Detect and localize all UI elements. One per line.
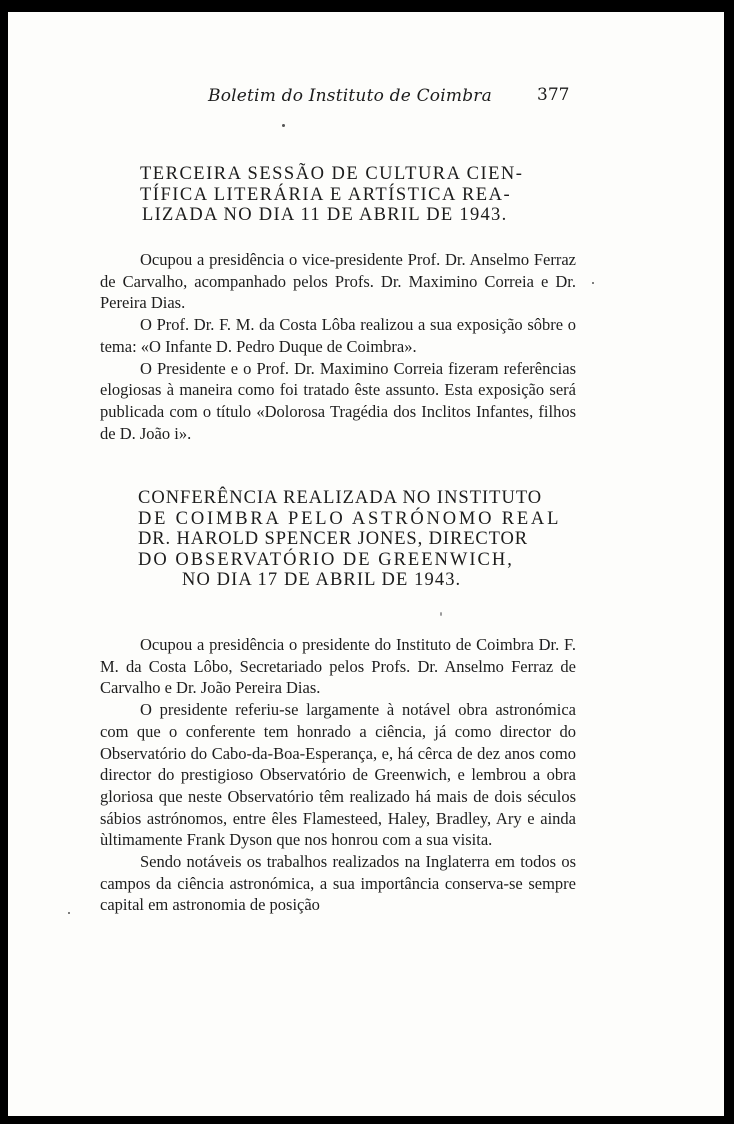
section-title-terceira-sessao [140, 164, 560, 226]
scan-speck [68, 912, 70, 914]
paragraph: O Prof. Dr. F. M. da Costa Lôba realizou a sua exposição sôbre o tema: «O Infante D. Pedro Duque de Coimbra». [100, 315, 576, 356]
page-number: 377 [537, 85, 570, 105]
scan-speck [592, 282, 594, 284]
section2-body [100, 634, 576, 916]
title-line: TÍFICA LITERÁRIA E ARTÍSTICA REA- [140, 184, 512, 205]
title-line: LIZADA NO DIA 11 DE ABRIL DE 1943. [142, 205, 508, 225]
section-title-conferencia [138, 488, 562, 591]
title-line: TERCEIRA SESSÃO DE CULTURA CIEN- [140, 164, 524, 184]
title-line: CONFERÊNCIA REALIZADA NO INSTITUTO [138, 488, 543, 508]
paragraph: Sendo notáveis os trabalhos realizados na Inglaterra em todos os campos da ciência astronómica, a sua importância conserva-se sempre capital em astronomia de posição [100, 852, 576, 915]
title-line: DR. HAROLD SPENCER JONES, DIRECTOR [138, 529, 529, 549]
title-line: DO OBSERVATÓRIO DE GREENWICH, [138, 549, 514, 570]
paragraph: Ocupou a presidência o vice-presidente Prof. Dr. Anselmo Ferraz de Carvalho, acompanhado pelos Profs. Dr. Maximino Correia e Dr. Pereira Dias. [100, 250, 576, 313]
running-title: Boletim do Instituto de Coimbra [208, 86, 492, 106]
paragraph: Ocupou a presidência o presidente do Instituto de Coimbra Dr. F. M. da Costa Lôbo, Secretariado pelos Profs. Dr. Anselmo Ferraz de Carvalho e Dr. João Pereira Dias. [100, 635, 576, 698]
paragraph: O Presidente e o Prof. Dr. Maximino Correia fizeram referências elogiosas à maneira como foi tratado êste assunto. Esta exposição será publicada com o título «Dolorosa Tragédia dos Inclitos Infantes, filhos de D. João i». [100, 358, 576, 443]
title-line: NO DIA 17 DE ABRIL DE 1943. [182, 570, 462, 590]
scan-speck [282, 124, 285, 127]
scan-speck [440, 612, 442, 616]
page-header [8, 80, 724, 110]
paragraph: O presidente referiu-se largamente à notável obra astronómica com que o conferente tem honrado a ciência, já como director do Observatório do Cabo-da-Boa-Esperança, e, há cêrca de dez anos como director do prestigioso Observatório de Greenwich, e lembrou a obra gloriosa que neste Observatório têm realizado há mais de dois séculos sábios astrónomos, entre êles Flamesteed, Haley, Bradley, Ary e ainda ùltimamente Frank Dyson que nos honrou com a sua visita. [100, 700, 576, 850]
section1-body [100, 249, 576, 444]
title-line: DE COIMBRA PELO ASTRÓNOMO REAL [138, 508, 562, 529]
